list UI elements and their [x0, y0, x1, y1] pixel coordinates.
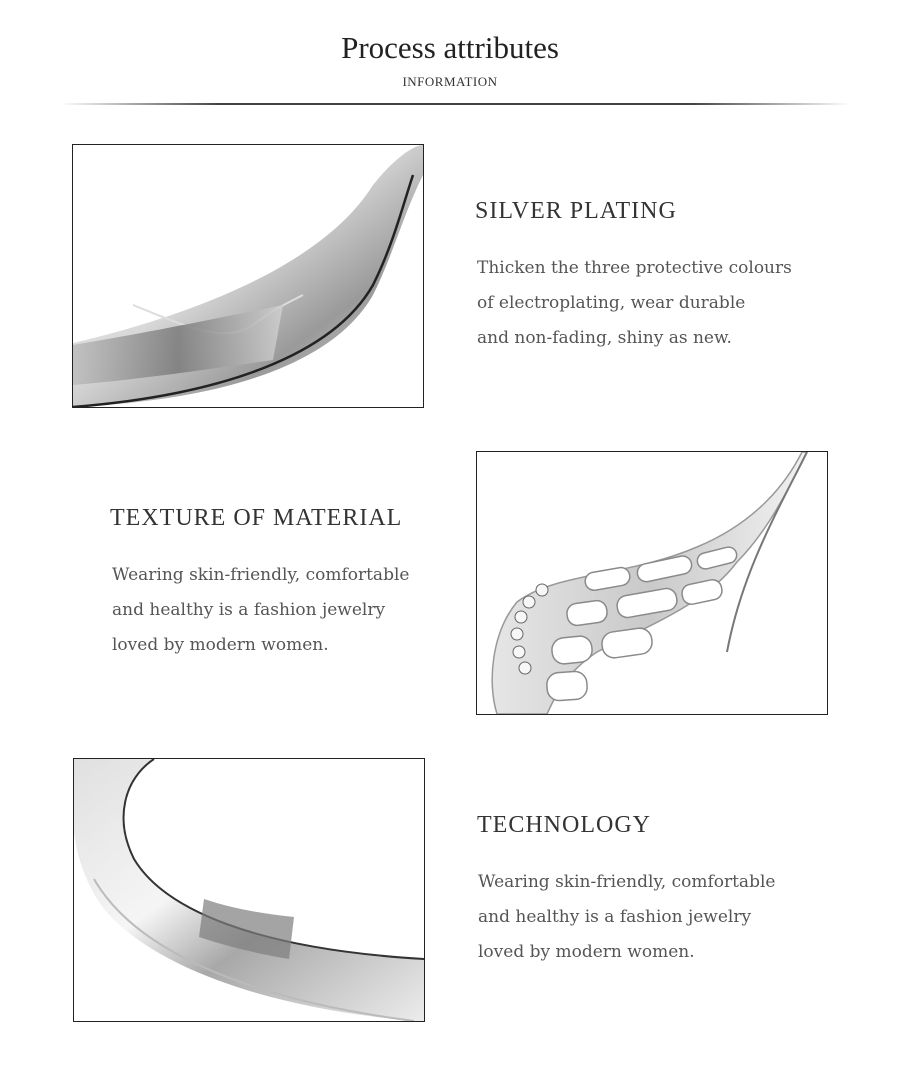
section-line: and healthy is a fashion jewelry [478, 907, 752, 927]
section-text-silver-plating [477, 251, 792, 356]
section-title-silver-plating: SILVER PLATING [475, 198, 677, 224]
section-line: and non-fading, shiny as new. [477, 328, 732, 348]
page-subtitle: INFORMATION [402, 74, 498, 89]
header-divider [60, 103, 850, 105]
section-text-texture [112, 558, 409, 663]
section-line: of electroplating, wear durable [477, 293, 746, 313]
section-text-technology [478, 865, 775, 970]
ring-band-photo-2 [73, 758, 425, 1022]
section-line: loved by modern women. [112, 635, 329, 655]
wing-ring-photo [476, 451, 828, 715]
ring-band-photo [72, 144, 424, 408]
section-title-texture: TEXTURE OF MATERIAL [110, 505, 403, 531]
section-line: and healthy is a fashion jewelry [112, 600, 386, 620]
section-line: Wearing skin-friendly, comfortable [112, 565, 410, 585]
section-title-technology: TECHNOLOGY [477, 812, 651, 838]
section-line: loved by modern women. [478, 942, 695, 962]
section-line: Wearing skin-friendly, comfortable [478, 872, 776, 892]
section-line: Thicken the three protective colours [477, 258, 792, 278]
page-title: Process attributes [341, 30, 559, 65]
